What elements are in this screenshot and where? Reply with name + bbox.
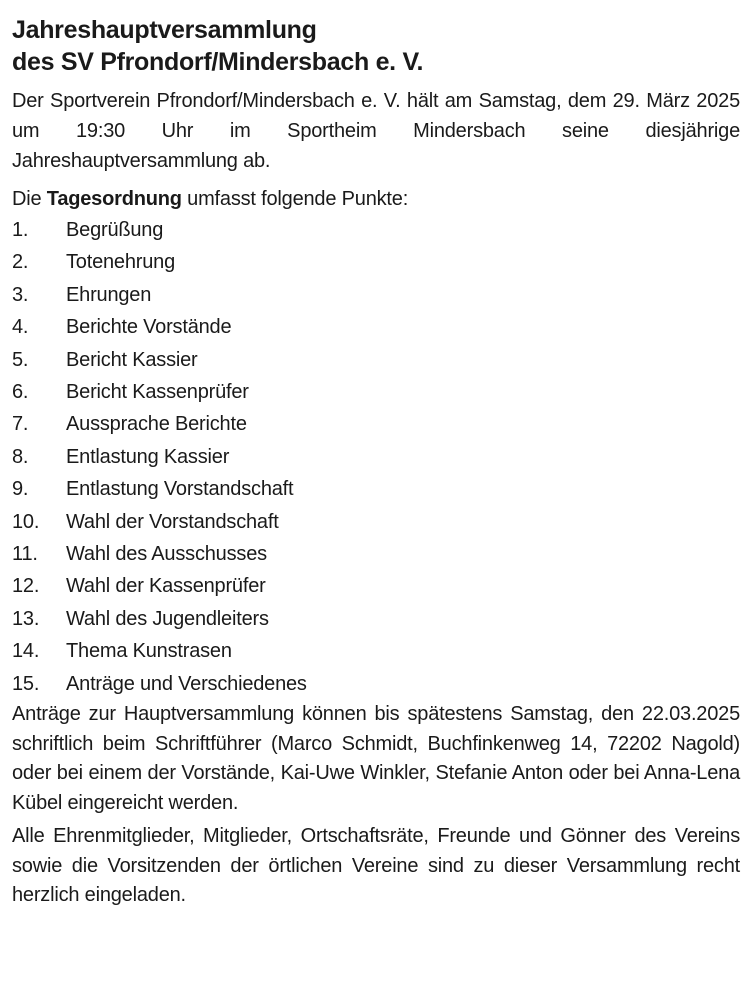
motions-paragraph: Anträge zur Hauptversammlung können bis spätestens Samstag, den 22.03.2025 schriftlich beim Schriftführer (Marco Schmidt, Buchfinkenweg 14, 72202 Nagold) oder bei einem der Vorstände, Kai-Uwe Winkler, Stefanie Anton oder bei Anna-Lena Kübel eingereicht werden. bbox=[12, 703, 740, 814]
announcement bbox=[12, 14, 740, 911]
list-item bbox=[12, 538, 740, 570]
list-item-text: Wahl der Kassenprüfer bbox=[66, 575, 266, 598]
list-item-number: 9. bbox=[12, 478, 29, 501]
list-item-number: 10. bbox=[12, 510, 40, 533]
list-item-text: Aussprache Berichte bbox=[66, 413, 247, 436]
agenda-intro bbox=[12, 184, 740, 214]
list-item-text: Anträge und Verschiedenes bbox=[66, 672, 307, 695]
list-item bbox=[12, 376, 740, 408]
list-item-text: Totenehrung bbox=[66, 251, 176, 274]
list-item-text: Thema Kunstrasen bbox=[66, 640, 232, 663]
list-item-number: 8. bbox=[12, 445, 29, 468]
list-item-number: 13. bbox=[12, 607, 40, 630]
invitation-paragraph: Alle Ehrenmitglieder, Mitglieder, Ortschaftsräte, Freunde und Gönner des Vereins sowie die Vorsitzenden der örtlichen Vereine sind zu dieser Versammlung recht herzlich eingeladen. bbox=[12, 825, 740, 907]
list-item-text: Bericht Kassenprüfer bbox=[66, 381, 249, 404]
list-item-text: Wahl der Vorstandschaft bbox=[66, 510, 279, 533]
list-item-number: 2. bbox=[12, 251, 29, 274]
list-item bbox=[12, 279, 740, 311]
list-item-number: 7. bbox=[12, 413, 29, 436]
list-item-number: 3. bbox=[12, 283, 29, 306]
agenda-intro-bold: Tagesordnung bbox=[46, 188, 182, 210]
list-item bbox=[12, 441, 740, 473]
list-item bbox=[12, 473, 740, 505]
list-item bbox=[12, 408, 740, 440]
list-item bbox=[12, 506, 740, 538]
list-item-number: 6. bbox=[12, 381, 29, 404]
title-line-2: des SV Pfrondorf/Mindersbach e. V. bbox=[12, 48, 424, 76]
list-item bbox=[12, 311, 740, 343]
list-item-text: Wahl des Jugendleiters bbox=[66, 607, 269, 630]
list-item-number: 5. bbox=[12, 348, 29, 371]
agenda-intro-after: umfasst folgende Punkte: bbox=[181, 188, 409, 210]
list-item-text: Wahl des Ausschusses bbox=[66, 543, 267, 566]
list-item bbox=[12, 603, 740, 635]
agenda-list bbox=[12, 214, 740, 700]
list-item-text: Berichte Vorstände bbox=[66, 316, 232, 339]
list-item bbox=[12, 570, 740, 602]
page-title bbox=[12, 14, 740, 78]
list-item-number: 14. bbox=[12, 640, 40, 663]
list-item bbox=[12, 214, 740, 246]
list-item-number: 12. bbox=[12, 575, 40, 598]
list-item-number: 11. bbox=[12, 543, 38, 566]
list-item bbox=[12, 246, 740, 278]
agenda-intro-before: Die bbox=[12, 188, 47, 210]
list-item bbox=[12, 668, 740, 700]
list-item-number: 1. bbox=[12, 219, 29, 241]
intro-paragraph: Der Sportverein Pfrondorf/Mindersbach e. V. hält am Samstag, dem 29. März 2025 um 19:30 Uhr im Sportheim Mindersbach seine diesjährige Jahreshauptversammlung ab. bbox=[12, 90, 740, 172]
list-item-text: Bericht Kassier bbox=[66, 348, 198, 371]
list-item-number: 15. bbox=[12, 672, 40, 695]
list-item bbox=[12, 344, 740, 376]
list-item-text: Entlastung Kassier bbox=[66, 445, 230, 468]
list-item-number: 4. bbox=[12, 316, 29, 339]
list-item bbox=[12, 635, 740, 667]
list-item-text: Ehrungen bbox=[66, 283, 152, 306]
list-item-text: Entlastung Vorstandschaft bbox=[66, 478, 294, 501]
title-line-1: Jahreshauptversammlung bbox=[12, 16, 317, 44]
list-item-text: Begrüßung bbox=[66, 219, 164, 241]
